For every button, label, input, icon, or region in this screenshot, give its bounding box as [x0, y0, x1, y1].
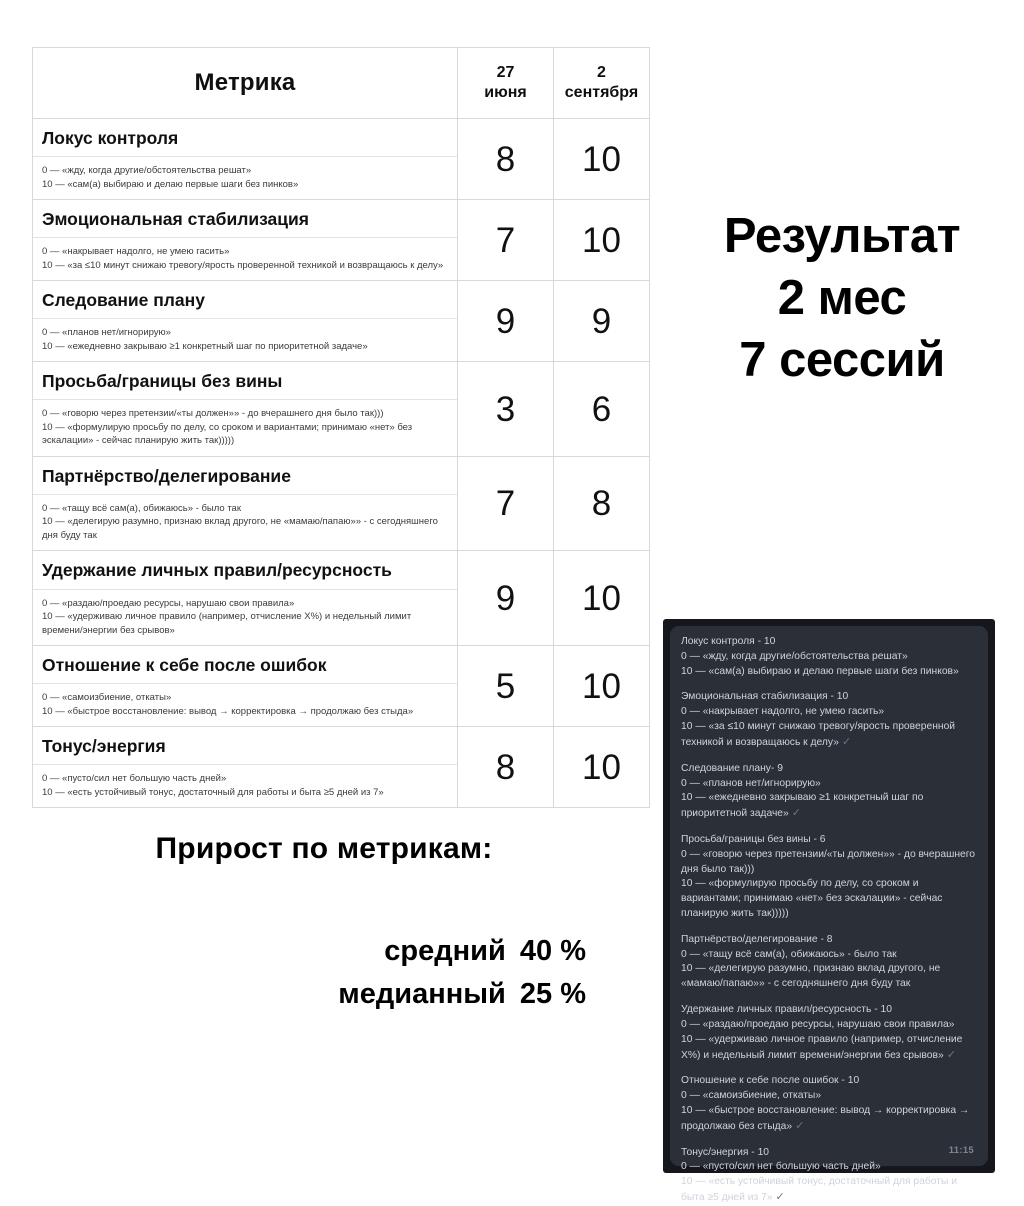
headline-line-sessions: 7 сессий	[739, 333, 945, 388]
metric-title: Удержание личных правил/ресурсность	[33, 551, 457, 589]
chat-line-text: 0 — «тащу всё сам(а), обижаюсь» - было так	[681, 948, 897, 960]
metric-cell	[33, 646, 458, 727]
check-icon: ✓	[791, 807, 801, 820]
metric-description-high: 10 — «ежедневно закрываю ≥1 конкретный шаг по приоритетной задаче»	[42, 340, 368, 352]
metric-title: Просьба/границы без вины	[33, 362, 457, 400]
chat-group-line	[681, 1160, 977, 1175]
metric-title: Локус контроля	[33, 119, 457, 157]
metric-description-high: 10 — «за ≤10 минут снижаю тревогу/ярость проверенной техникой и возвращаюсь к делу»	[42, 259, 444, 271]
metric-description	[33, 319, 457, 361]
headline-line-result: Результат	[723, 209, 961, 263]
growth-values	[0, 930, 648, 1016]
metric-description-low: 0 — «пусто/сил нет большую часть дней»	[42, 773, 227, 785]
metric-cell	[33, 281, 458, 362]
chat-metric-group	[681, 762, 977, 822]
score-before: 9	[458, 281, 554, 362]
metric-description-low: 0 — «накрывает надолго, не умею гасить»	[42, 246, 230, 258]
metric-description-high: 10 — «быстрое восстановление: вывод → корректировка → продолжаю без стыда»	[42, 705, 414, 717]
chat-metric-group	[681, 1146, 977, 1206]
chat-line-text: 10 — «удерживаю личное правило (например, отчисление X%) и недельный лимит времени/энергии без срывов»	[681, 1033, 963, 1061]
chat-group-heading: Тонус/энергия - 10	[681, 1146, 770, 1158]
chat-line-text: 0 — «планов нет/игнорирую»	[681, 777, 821, 789]
metric-description-high: 10 — «удерживаю личное правило (например, отчисление X%) и недельный лимит времени/энергии без срывов»	[42, 611, 412, 636]
chat-line-text: 10 — «ежедневно закрываю ≥1 конкретный шаг по приоритетной задаче»	[681, 792, 924, 820]
metric-title: Отношение к себе после ошибок	[33, 646, 457, 684]
metric-description-low: 0 — «жду, когда другие/обстоятельства решат»	[42, 165, 252, 177]
chat-group-line	[681, 848, 977, 878]
growth-median-value: 25 %	[519, 977, 586, 1010]
metric-description	[33, 157, 457, 199]
metric-cell	[33, 456, 458, 551]
chat-group-line	[681, 877, 977, 921]
table-row	[33, 200, 650, 281]
result-headline	[660, 205, 1024, 392]
score-before: 9	[458, 551, 554, 646]
metric-description	[33, 238, 457, 280]
growth-mean-row	[0, 930, 586, 973]
chat-group-heading: Отношение к себе после ошибок - 10	[681, 1075, 860, 1087]
chat-group-heading: Локус контроля - 10	[681, 636, 776, 647]
metrics-comparison-table	[32, 47, 650, 808]
score-after: 9	[554, 281, 650, 362]
chat-timestamp: 11:15	[948, 1145, 974, 1156]
chat-line-text: 0 — «самоизбиение, откаты»	[681, 1090, 822, 1102]
score-before: 8	[458, 119, 554, 200]
table-row	[33, 456, 650, 551]
check-icon: ✓	[775, 1191, 785, 1204]
column-header-metric: Метрика	[33, 48, 458, 119]
metric-description-high: 10 — «сам(а) выбираю и делаю первые шаги без пинков»	[42, 178, 299, 190]
metric-description-low: 0 — «говорю через претензии/«ты должен»» - до вчерашнего дня было так)))	[42, 408, 384, 420]
date-after-day: 2	[597, 64, 606, 81]
date-after-month: сентября	[564, 84, 639, 101]
chat-line-text: 0 — «накрывает надолго, не умею гасить»	[681, 706, 885, 718]
growth-mean-value: 40 %	[519, 935, 586, 967]
chat-line-text: 10 — «есть устойчивый тонус, достаточный для работы и быта ≥5 дней из 7»	[681, 1176, 957, 1204]
growth-median-label: медианный	[338, 977, 506, 1010]
metric-description-low: 0 — «самоизбиение, откаты»	[42, 692, 172, 704]
score-after: 10	[554, 727, 650, 808]
score-after: 10	[554, 551, 650, 646]
chat-metric-group	[681, 1074, 977, 1134]
metric-description-low: 0 — «тащу всё сам(а), обижаюсь» - было так	[42, 502, 241, 514]
score-before: 8	[458, 727, 554, 808]
metric-cell	[33, 200, 458, 281]
metric-description-high: 10 — «есть устойчивый тонус, достаточный для работы и быта ≥5 дней из 7»	[42, 786, 384, 798]
metric-description-high: 10 — «формулирую просьбу по делу, со сроком и вариантами; принимаю «нет» без эскалации» - сейчас планирую жить так)))))	[42, 421, 413, 447]
chat-group-heading: Следование плану- 9	[681, 762, 783, 774]
chat-message-bubble	[670, 626, 988, 1204]
metric-description	[33, 684, 457, 726]
chat-group-line	[681, 720, 977, 751]
table-row	[33, 727, 650, 808]
date-before-day: 27	[496, 64, 515, 81]
metric-description-low: 0 — «планов нет/игнорирую»	[42, 327, 171, 339]
chat-line-text: 0 — «пусто/сил нет большую часть дней»	[681, 1161, 881, 1173]
chat-line-text: 0 — «раздаю/проедаю ресурсы, нарушаю свои правила»	[681, 1018, 955, 1030]
metric-cell	[33, 119, 458, 200]
metric-description	[33, 495, 457, 550]
growth-mean-label: средний	[384, 935, 506, 967]
score-before: 7	[458, 456, 554, 551]
table-row	[33, 551, 650, 646]
growth-summary	[0, 832, 648, 1016]
chat-group-line	[681, 962, 977, 992]
metric-cell	[33, 362, 458, 457]
date-before-month: июня	[484, 84, 527, 101]
chat-group-line	[681, 1089, 977, 1104]
score-before: 3	[458, 362, 554, 457]
chat-metric-group	[681, 690, 977, 750]
headline-line-duration: 2 мес	[777, 271, 907, 326]
check-icon: ✓	[841, 735, 852, 748]
score-after: 10	[554, 200, 650, 281]
metric-description-low: 0 — «раздаю/проедаю ресурсы, нарушаю свои правила»	[42, 597, 295, 609]
chat-line-text: 0 — «говорю через претензии/«ты должен»» - до вчерашнего дня было так)))	[681, 848, 976, 875]
table-row	[33, 646, 650, 727]
chat-group-line	[681, 1104, 977, 1135]
score-after: 10	[554, 119, 650, 200]
chat-group-heading: Удержание личных правил/ресурсность - 10	[681, 1004, 892, 1016]
score-before: 7	[458, 200, 554, 281]
metric-title: Партнёрство/делегирование	[33, 457, 457, 495]
metric-description	[33, 765, 457, 807]
metric-description	[33, 590, 457, 645]
check-icon: ✓	[946, 1048, 956, 1061]
chat-line-text: 10 — «делегирую разумно, признаю вклад другого, не «мамаю/папаю»» - с сегодняшнего дня буду так	[681, 963, 941, 990]
metric-description	[33, 400, 457, 455]
column-header-date-after	[554, 48, 650, 119]
table-row	[33, 281, 650, 362]
chat-metric-group	[681, 1003, 977, 1063]
chat-group-line	[681, 1018, 977, 1033]
chat-metric-group	[681, 833, 977, 922]
chat-group-line	[681, 777, 977, 792]
chat-group-line	[681, 650, 977, 665]
metric-description-high: 10 — «делегирую разумно, признаю вклад другого, не «мамаю/папаю»» - с сегодняшнего дня буду так	[42, 516, 438, 541]
score-before: 5	[458, 646, 554, 727]
chat-group-line	[681, 665, 977, 680]
chat-group-line	[681, 705, 977, 720]
growth-title: Прирост по метрикам:	[155, 832, 493, 865]
check-icon: ✓	[795, 1119, 805, 1132]
chat-message-content	[681, 635, 977, 1206]
table-row	[33, 119, 650, 200]
metric-title: Тонус/энергия	[33, 727, 457, 765]
chat-group-heading: Эмоциональная стабилизация - 10	[681, 691, 849, 703]
chat-metric-group	[681, 933, 977, 992]
metric-title: Следование плану	[33, 281, 457, 319]
chat-group-line	[681, 791, 977, 822]
metric-cell	[33, 551, 458, 646]
score-after: 6	[554, 362, 650, 457]
metric-cell	[33, 727, 458, 808]
column-header-date-before	[458, 48, 554, 119]
chat-group-line	[681, 948, 977, 963]
chat-line-text: 10 — «формулирую просьбу по делу, со сроком и вариантами; принимаю «нет» без эскалации» - сейчас планирую жить так)))))	[681, 878, 943, 920]
chat-group-heading: Партнёрство/делегирование - 8	[681, 933, 833, 945]
chat-line-text: 10 — «за ≤10 минут снижаю тревогу/ярость проверенной техникой и возвращаюсь к делу»	[681, 721, 956, 748]
chat-screenshot-panel	[663, 619, 995, 1204]
table-body	[33, 119, 650, 808]
chat-group-heading: Просьба/границы без вины - 6	[681, 833, 826, 845]
table-header-row	[33, 48, 650, 119]
chat-group-line	[681, 1175, 977, 1206]
chat-metric-group	[681, 635, 977, 679]
growth-median-row	[0, 973, 586, 1016]
chat-group-line	[681, 1033, 977, 1064]
score-after: 8	[554, 456, 650, 551]
score-after: 10	[554, 646, 650, 727]
chat-line-text: 10 — «сам(а) выбираю и делаю первые шаги без пинков»	[681, 665, 959, 677]
chat-line-text: 10 — «быстрое восстановление: вывод → корректировка → продолжаю без стыда»	[681, 1104, 970, 1132]
table-row	[33, 362, 650, 457]
chat-line-text: 0 — «жду, когда другие/обстоятельства решат»	[681, 650, 908, 662]
metric-title: Эмоциональная стабилизация	[33, 200, 457, 238]
